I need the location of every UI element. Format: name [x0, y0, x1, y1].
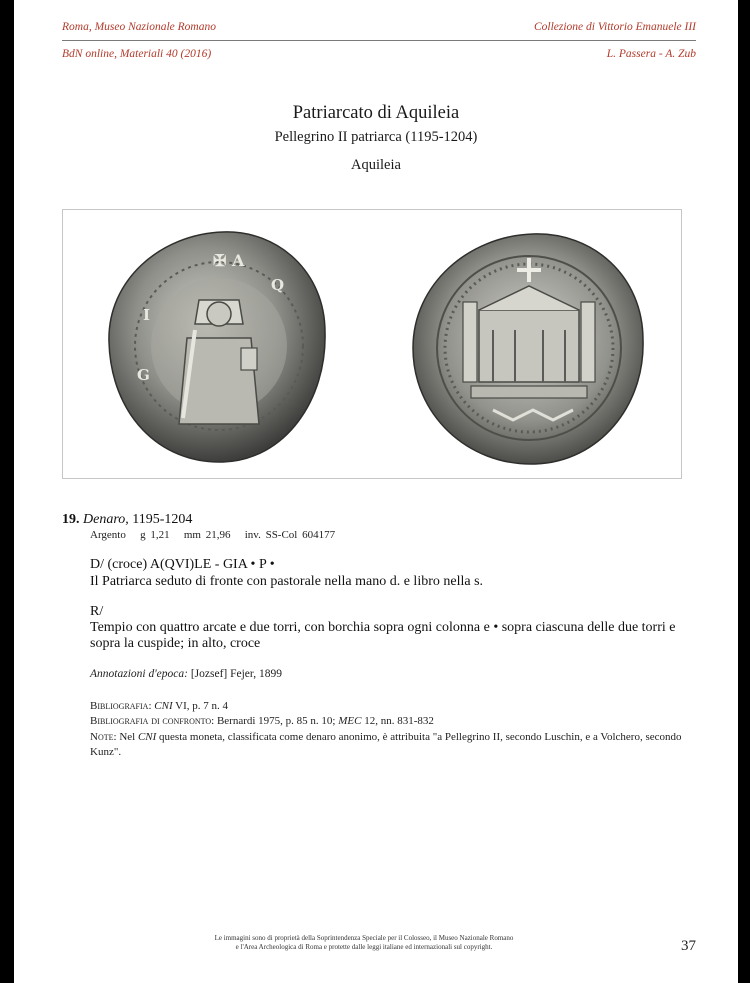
entry-inventory: inv. SS-Col 604177 [244, 529, 336, 541]
bibliography-ref: VI, p. 7 n. 4 [175, 700, 229, 712]
entry-metal: Argento [90, 529, 126, 541]
coin-photo-frame [62, 209, 682, 479]
svg-text:I: I [143, 306, 151, 324]
ruler-subtitle: Pellegrino II patriarca (1195-1204) [274, 129, 478, 145]
entry-metadata [90, 529, 335, 541]
footer-line-1: Le immagini sono di proprietà della Soprintendenza Speciale per il Colosseo, il Museo Nazionale Romano [214, 934, 514, 942]
catalog-entry-heading [62, 512, 192, 528]
bibliography-line [90, 699, 706, 714]
header-collection: Collezione di Vittorio Emanuele III [533, 21, 696, 33]
notes-pre: Nel [119, 731, 136, 743]
mint-name: Aquileia [351, 157, 401, 173]
copyright-footer [154, 934, 574, 952]
comparison-ref-1: Bernardi 1975, p. 85 n. 10; [216, 715, 336, 727]
entry-weight: g 1,21 [140, 529, 170, 541]
page-number: 37 [681, 938, 696, 954]
coin-reverse-image [413, 234, 643, 464]
bibliography-label: Bibliografia: [90, 700, 152, 712]
header-authors: L. Passera - A. Zub [606, 48, 696, 60]
entry-denomination: Denaro [83, 512, 126, 527]
coin-obverse-image [109, 232, 325, 462]
document-page [14, 0, 738, 983]
comparison-label: Bibliografia di confronto: [90, 715, 215, 727]
comparison-bibliography-line [90, 714, 706, 729]
svg-text:Q: Q [271, 276, 285, 294]
entry-number: 19. [62, 512, 80, 527]
header-publication: BdN online, Materiali 40 (2016) [62, 48, 212, 60]
page-title: Patriarcato di Aquileia [292, 103, 460, 123]
notes-work: CNI [137, 731, 157, 743]
header-museum: Roma, Museo Nazionale Romano [62, 21, 216, 33]
reverse-legend: R/ [90, 604, 104, 619]
reverse-description: Tempio con quattro arcate e due torri, con borchia sopra ogni colonna e • sopra ciascuna delle due torri e sopra la cuspide; in alto, croce [90, 620, 676, 651]
annotation-text: [Jozsef] Fejer, 1899 [190, 668, 283, 680]
period-annotation [90, 668, 282, 680]
coin-photo [63, 210, 681, 478]
entry-diameter: mm 21,96 [183, 529, 231, 541]
obverse-legend: D/ (croce) A(QVI)LE - GIA • P • [90, 557, 275, 572]
notes-label: Note: [90, 731, 117, 743]
svg-text:✠ A: ✠ A [213, 251, 245, 270]
bibliography-work: CNI [154, 700, 173, 712]
header-rule [62, 40, 696, 41]
notes-line [90, 730, 706, 760]
notes-text: questa moneta, classificata come denaro anonimo, è attribuita "a Pellegrino II, secondo Luschin, e a Volchero, secondo Kunz". [90, 731, 682, 758]
annotation-label: Annotazioni d'epoca: [90, 668, 188, 680]
entry-dates: , 1195-1204 [125, 512, 193, 527]
obverse-description: Il Patriarca seduto di fronte con pastorale nella mano d. e libro nella s. [90, 574, 484, 589]
comparison-ref-2: 12, nn. 831-832 [364, 715, 434, 727]
footer-line-2: e l'Area Archeologica di Roma e protette dalle leggi italiane ed internazionali sul copyright. [235, 943, 493, 951]
comparison-work: MEC [338, 715, 362, 727]
svg-text:G: G [137, 366, 150, 384]
